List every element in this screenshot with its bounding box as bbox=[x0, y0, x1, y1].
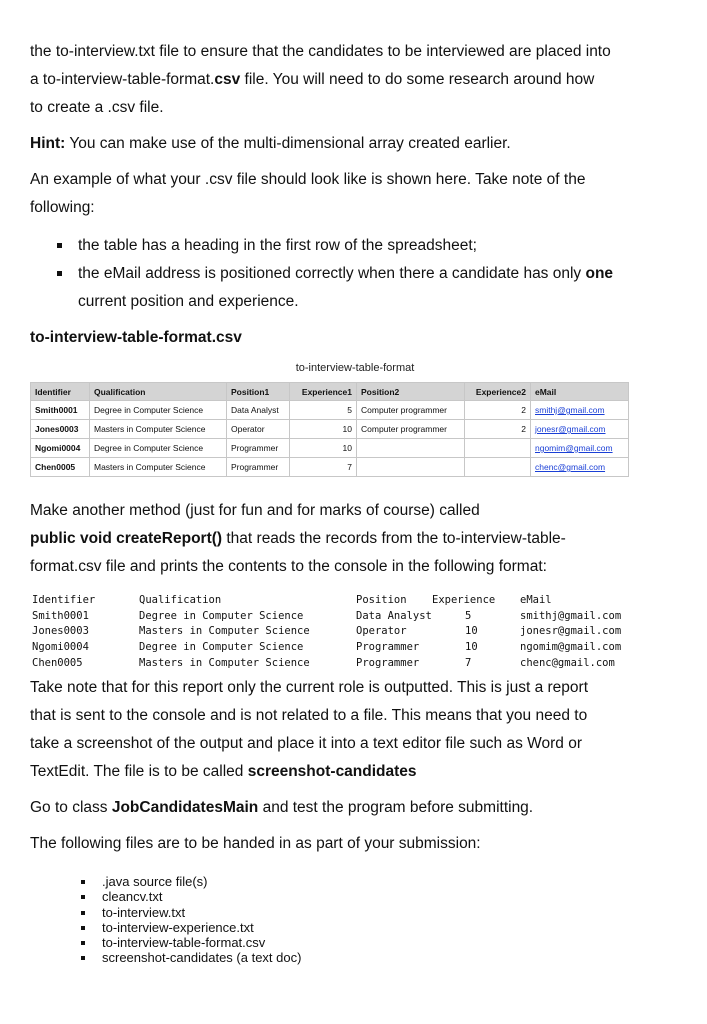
cell-position1: Operator bbox=[227, 420, 290, 439]
intro-line-3: to create a .csv file. bbox=[30, 99, 164, 116]
submission-file-list bbox=[30, 874, 670, 966]
console-report-output bbox=[30, 593, 670, 669]
example-paragraph bbox=[30, 166, 670, 222]
table-row bbox=[31, 420, 629, 439]
report-header-position: Position bbox=[356, 594, 407, 606]
cell-identifier: Smith0001 bbox=[31, 401, 90, 420]
file-name: to-interview.txt bbox=[102, 904, 186, 920]
report-cell: ngomim@gmail.com bbox=[520, 641, 622, 654]
cell-experience1: 5 bbox=[290, 401, 357, 420]
report-cell: 7 bbox=[465, 656, 472, 669]
file-name: .java source file(s) bbox=[102, 874, 208, 889]
cell-experience2 bbox=[465, 439, 531, 458]
cell-identifier: Chen0005 bbox=[31, 458, 90, 477]
report-cell: 10 bbox=[465, 625, 478, 638]
file-name: to-interview-table-format.csv bbox=[102, 935, 266, 951]
method-line-3: format.csv file and prints the contents to the console in the following format: bbox=[30, 558, 547, 575]
cell-position2: Computer programmer bbox=[357, 420, 465, 439]
bullet-square-icon bbox=[81, 956, 85, 960]
list-item bbox=[30, 950, 670, 965]
bullet-square-icon bbox=[81, 880, 85, 884]
list-item bbox=[30, 874, 670, 889]
header-experience1: Experience1 bbox=[290, 383, 357, 401]
bullet-square-icon bbox=[81, 895, 85, 899]
cell-email bbox=[531, 401, 629, 420]
cell-identifier: Ngomi0004 bbox=[31, 439, 90, 458]
cell-position2 bbox=[357, 458, 465, 477]
method-line-1: Make another method (just for fun and for marks of course) called bbox=[30, 502, 480, 519]
table-header-row bbox=[31, 383, 629, 401]
list-item bbox=[30, 920, 670, 935]
bullet-text: the eMail address is positioned correctly when there a candidate has only bbox=[78, 265, 586, 282]
header-position2: Position2 bbox=[357, 383, 465, 401]
report-cell: chenc@gmail.com bbox=[520, 656, 615, 669]
goto-paragraph bbox=[30, 794, 670, 822]
email-link[interactable]: jonesr@gmail.com bbox=[535, 424, 606, 434]
note-line-1: Take note that for this report only the current role is outputted. This is just a report bbox=[30, 679, 588, 696]
bullet-text: the table has a heading in the first row of the spreadsheet; bbox=[78, 237, 477, 254]
example-line-2: following: bbox=[30, 199, 95, 216]
report-column-identifier bbox=[32, 593, 95, 671]
cell-position2: Computer programmer bbox=[357, 401, 465, 420]
intro-line-1: the to-interview.txt file to ensure that the candidates to be interviewed are placed into bbox=[30, 43, 611, 60]
screenshot-filename: screenshot-candidates bbox=[247, 763, 417, 780]
cell-position1: Programmer bbox=[227, 439, 290, 458]
cell-qualification: Masters in Computer Science bbox=[90, 458, 227, 477]
csv-table bbox=[30, 382, 629, 477]
report-header-identifier: Identifier bbox=[32, 594, 96, 606]
report-column-qualification bbox=[139, 593, 310, 671]
email-link[interactable]: smithj@gmail.com bbox=[535, 405, 605, 415]
list-item bbox=[30, 935, 670, 950]
goto-text-end: and test the program before submitting. bbox=[258, 799, 534, 816]
table-row bbox=[31, 401, 629, 420]
goto-text: Go to class bbox=[30, 799, 112, 816]
method-paragraph bbox=[30, 497, 670, 581]
intro-paragraph bbox=[30, 38, 670, 122]
report-header-qualification: Qualification bbox=[139, 594, 222, 606]
email-link[interactable]: chenc@gmail.com bbox=[535, 462, 606, 472]
cell-experience2: 2 bbox=[465, 420, 531, 439]
file-name: to-interview-experience.txt bbox=[102, 919, 254, 935]
report-cell: Operator bbox=[356, 625, 407, 638]
method-signature: public void createReport() bbox=[30, 530, 223, 547]
report-cell: Smith0001 bbox=[32, 609, 89, 622]
report-cell: Jones0003 bbox=[32, 625, 89, 638]
table-row bbox=[31, 458, 629, 477]
intro-line-2c: file. You will need to do some research around how bbox=[240, 71, 595, 88]
report-cell: smithj@gmail.com bbox=[520, 609, 622, 622]
report-cell: Masters in Computer Science bbox=[139, 625, 310, 638]
cell-position1: Data Analyst bbox=[227, 401, 290, 420]
cell-experience2: 2 bbox=[465, 401, 531, 420]
bullet-heading-row bbox=[30, 232, 670, 260]
cell-experience2 bbox=[465, 458, 531, 477]
email-link[interactable]: ngomim@gmail.com bbox=[535, 443, 613, 453]
report-cell: Degree in Computer Science bbox=[139, 609, 304, 622]
header-email: eMail bbox=[531, 383, 629, 401]
report-header-experience: Experience bbox=[432, 594, 496, 606]
document-page bbox=[30, 38, 670, 966]
note-line-4: TextEdit. The file is to be called bbox=[30, 763, 248, 780]
note-bullet-list bbox=[30, 232, 670, 316]
file-name: screenshot-candidates (a text doc) bbox=[102, 950, 302, 966]
report-cell: Chen0005 bbox=[32, 656, 83, 669]
cell-qualification: Masters in Computer Science bbox=[90, 420, 227, 439]
cell-experience1: 10 bbox=[290, 439, 357, 458]
report-column-position bbox=[356, 593, 432, 671]
header-position1: Position1 bbox=[227, 383, 290, 401]
cell-email bbox=[531, 420, 629, 439]
report-column-experience bbox=[432, 593, 495, 671]
file-name: cleancv.txt bbox=[102, 889, 163, 905]
header-qualification: Qualification bbox=[90, 383, 227, 401]
one-emphasis: one bbox=[585, 265, 614, 282]
cell-email bbox=[531, 458, 629, 477]
table-caption: to-interview-table-format bbox=[295, 362, 415, 374]
bullet-square-icon bbox=[57, 243, 62, 248]
hint-label: Hint: bbox=[30, 135, 66, 152]
cell-position2 bbox=[357, 439, 465, 458]
report-cell: Data Analyst bbox=[356, 609, 432, 622]
intro-line-2a: a to-interview-table-format. bbox=[30, 71, 215, 88]
cell-identifier: Jones0003 bbox=[31, 420, 90, 439]
cell-email bbox=[531, 439, 629, 458]
hint-text: You can make use of the multi-dimensional array created earlier. bbox=[65, 135, 511, 152]
report-column-email bbox=[520, 593, 621, 671]
method-line-2: that reads the records from the to-interview-table- bbox=[222, 530, 566, 547]
note-line-3: take a screenshot of the output and place it into a text editor file such as Word or bbox=[30, 735, 583, 752]
cell-experience1: 7 bbox=[290, 458, 357, 477]
table-row bbox=[31, 439, 629, 458]
bullet-email-position bbox=[30, 260, 670, 316]
report-cell: Ngomi0004 bbox=[32, 641, 89, 654]
report-cell: Programmer bbox=[356, 656, 420, 669]
report-header-email: eMail bbox=[520, 594, 552, 606]
header-identifier: Identifier bbox=[31, 383, 90, 401]
report-cell: 5 bbox=[465, 609, 472, 622]
example-line-1: An example of what your .csv file should look like is shown here. Take note of the bbox=[30, 171, 586, 188]
report-cell: jonesr@gmail.com bbox=[520, 625, 622, 638]
report-cell: Programmer bbox=[356, 641, 420, 654]
note-paragraph bbox=[30, 674, 670, 786]
note-line-2: that is sent to the console and is not related to a file. This means that you need to bbox=[30, 707, 588, 724]
bullet-square-icon bbox=[81, 941, 85, 945]
report-cell: Masters in Computer Science bbox=[139, 656, 310, 669]
report-cell: 10 bbox=[465, 641, 478, 654]
header-experience2: Experience2 bbox=[465, 383, 531, 401]
class-name: JobCandidatesMain bbox=[111, 799, 259, 816]
list-item bbox=[30, 905, 670, 920]
files-intro: The following files are to be handed in as part of your submission: bbox=[30, 835, 481, 852]
bullet-square-icon bbox=[57, 271, 62, 276]
cell-qualification: Degree in Computer Science bbox=[90, 401, 227, 420]
cell-position1: Programmer bbox=[227, 458, 290, 477]
bullet-square-icon bbox=[81, 926, 85, 930]
cell-experience1: 10 bbox=[290, 420, 357, 439]
csv-emphasis: csv bbox=[214, 71, 241, 88]
bullet-text-continued: current position and experience. bbox=[78, 293, 299, 310]
list-item bbox=[30, 889, 670, 904]
cell-qualification: Degree in Computer Science bbox=[90, 439, 227, 458]
csv-file-heading-text: to-interview-table-format.csv bbox=[30, 329, 242, 346]
bullet-square-icon bbox=[81, 911, 85, 915]
report-cell: Degree in Computer Science bbox=[139, 641, 304, 654]
csv-file-heading bbox=[30, 324, 670, 352]
hint-paragraph bbox=[30, 130, 670, 158]
